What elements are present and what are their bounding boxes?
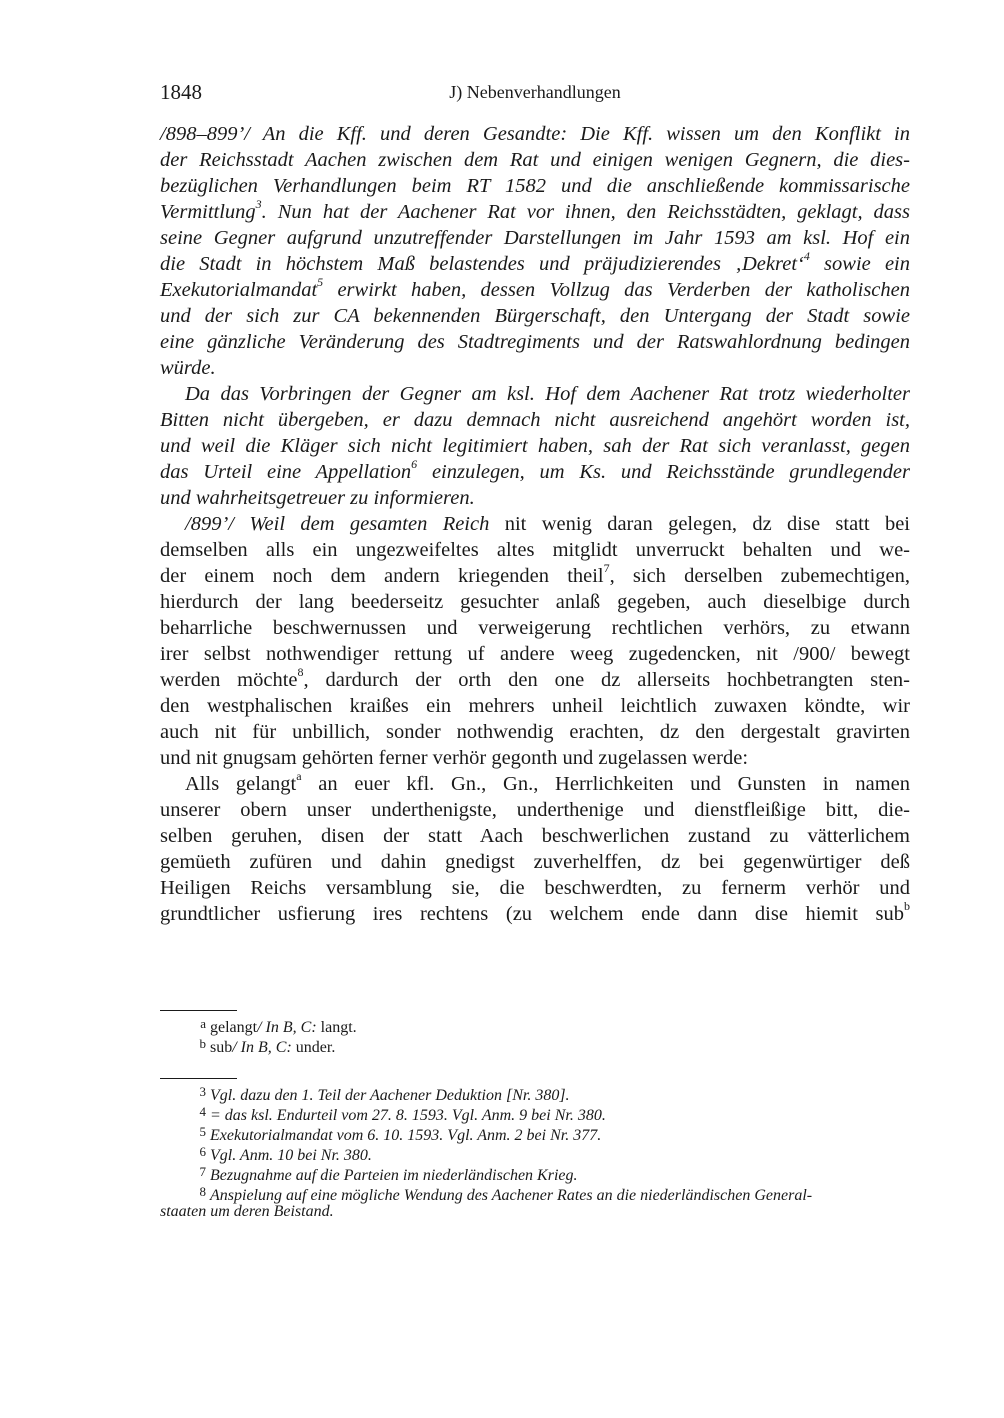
main-text <box>160 121 910 927</box>
footnotes <box>160 1082 910 1222</box>
text-line: und der sich zur CA bekennenden Bürgerschaft, den Untergang der Stadt sowie <box>160 305 910 327</box>
text-line: den westphalischen kraißes ein mehrers unheil leichtlich zuwaxen köndte, wir <box>160 695 910 717</box>
note-mark: 4 <box>199 1104 206 1119</box>
footnote-ref-6[interactable]: 6 <box>411 457 418 472</box>
footnote-8 <box>160 1182 910 1202</box>
text-fragment: die Stadt in höchstem Maß belastendes und präjudizierendes ‚Dekret‘ <box>160 253 804 275</box>
text-fragment: , dardurch der orth den one dz allerseits hochbetrangten sten- <box>303 669 911 691</box>
text-fragment: an euer kfl. Gn., Gn., Herrlichkeiten und Gunsten in namen <box>301 773 911 795</box>
text-fragment: einzulegen, um Ks. und Reichsstände grundlegender <box>417 461 910 483</box>
footnote-3 <box>160 1082 910 1102</box>
text-fragment: Alls gelangt <box>185 773 297 795</box>
text-fragment: Vermittlung <box>160 201 256 223</box>
text-line <box>160 563 910 589</box>
note-text: = das ksl. Endurteil vom 27. 8. 1593. Vgl. Anm. 9 bei Nr. 380. <box>210 1107 606 1124</box>
note-lemma: sub <box>210 1039 233 1056</box>
text-line: und nit gnugsam gehörten ferner verhör gegonth und zugelassen werde: <box>160 747 749 769</box>
text-line: und wahrheitsgetreuer zu informieren. <box>160 487 475 509</box>
regest-summary <box>160 121 910 511</box>
note-reading: langt. <box>316 1019 357 1036</box>
text-fragment: erwirkt haben, dessen Vollzug das Verderben der katholischen <box>323 279 910 301</box>
footnote-ref-3[interactable]: 3 <box>255 197 262 212</box>
note-reading: under. <box>291 1039 336 1056</box>
text-line: Bitten nicht übergeben, er dazu demnach nicht ausreichend angehört worden ist, <box>160 409 910 431</box>
text-fragment: sowie ein <box>809 253 910 275</box>
text-line: und weil die Kläger sich nicht legitimiert haben, sah der Rat sich veranlasst, gegen <box>160 435 910 457</box>
note-mark: 8 <box>199 1184 206 1199</box>
text-line: eine gänzliche Veränderung des Stadtregiments und der Ratswahlordnung bedingen <box>160 331 910 353</box>
apparatus-divider <box>160 1010 237 1011</box>
text-line: /898–899’/ An die Kff. und deren Gesandte: Die Kff. wissen um den Konflikt in <box>160 123 910 145</box>
note-text: Bezugnahme auf die Parteien im niederländischen Krieg. <box>210 1167 578 1184</box>
text-fragment: /899’/ Weil dem gesamten Reich <box>185 513 490 535</box>
note-mark: 5 <box>199 1124 206 1139</box>
footnote-divider <box>160 1078 237 1079</box>
footnote-ref-4[interactable]: 4 <box>803 249 810 264</box>
footnote-6 <box>160 1142 910 1162</box>
text-line: gemüeth zufüren und dahin gnedigst zuverhelffen, dz bei gegenwürtiger deß <box>160 851 910 873</box>
text-line: würde. <box>160 357 216 379</box>
footnote-ref-5[interactable]: 5 <box>317 275 324 290</box>
textual-note-ref-a[interactable]: a <box>296 769 302 784</box>
text-fragment: , sich derselben zubemechtigen, <box>609 565 910 587</box>
footnote-8-continuation: staaten um deren Beistand. <box>160 1203 334 1220</box>
text-line: Heiligen Reichs versamblung sie, die beschwerdten, zu fernerm verhör und <box>160 877 910 899</box>
text-line <box>160 199 910 225</box>
text-fragment: werden möchte <box>160 669 298 691</box>
text-line: Da das Vorbringen der Gegner am ksl. Hof dem Aachener Rat trotz wiederholter <box>185 383 910 405</box>
text-line: hierdurch der lang beederseitz gesuchter anlaß gegeben, auch dieselbige durch <box>160 591 910 613</box>
note-mark: 6 <box>199 1144 206 1159</box>
text-fragment: der einem noch dem andern kriegenden theil <box>160 565 604 587</box>
text-line <box>160 771 910 797</box>
note-text: Vgl. dazu den 1. Teil der Aachener Deduktion [Nr. 380]. <box>210 1087 570 1104</box>
text-line: irer selbst nothwendiger rettung uf andere weeg zugedencken, nit /900/ bewegt <box>160 643 910 665</box>
text-fragment: . Nun hat der Aachener Rat vor ihnen, den Reichsstädten, geklagt, dass <box>261 201 910 223</box>
textual-apparatus <box>160 1014 910 1054</box>
note-text: Vgl. Anm. 10 bei Nr. 380. <box>210 1147 372 1164</box>
note-mark: 3 <box>199 1084 206 1099</box>
text-line: demselben alls ein ungezweifeltes altes mitglidt unverruckt behalten und we- <box>160 539 910 561</box>
footnote-7 <box>160 1162 910 1182</box>
text-line: seine Gegner aufgrund unzutreffender Darstellungen im Jahr 1593 am ksl. Hof ein <box>160 227 910 249</box>
text-line <box>160 511 910 537</box>
note-mark: a <box>200 1016 206 1031</box>
text-line: der Reichsstadt Aachen zwischen dem Rat und einigen wenigen Gegnern, die dies- <box>160 149 910 171</box>
footnote-5 <box>160 1122 910 1142</box>
text-fragment: grundtlicher usfierung ires rechtens (zu welchem ende dann dise hiemit sub <box>160 903 904 925</box>
note-mark: 7 <box>199 1164 206 1179</box>
text-line: beharrliche beschwernussen und verweigerung rechtlichen verhörs, zu etwann <box>160 617 910 639</box>
footnote-ref-7[interactable]: 7 <box>603 561 610 576</box>
text-line: bezüglichen Verhandlungen beim RT 1582 und die anschließende kommissarische <box>160 175 910 197</box>
text-line: unserer obern unser underthenigste, underthenige und dienstfleißige bitt, die- <box>160 799 910 821</box>
source-text <box>160 511 910 927</box>
text-line: auch nit für unbillich, sonder nothwendig erachten, dz den dergestalt gravirten <box>160 721 910 743</box>
text-line <box>160 251 910 277</box>
text-fragment: Exekutorialmandat <box>160 279 318 301</box>
footnote-ref-8[interactable]: 8 <box>297 665 304 680</box>
page-number: 1848 <box>160 80 202 104</box>
note-text: Exekutorialmandat vom 6. 10. 1593. Vgl. Anm. 2 bei Nr. 377. <box>210 1127 602 1144</box>
note-text: Anspielung auf eine mögliche Wendung des Aachener Rates an die niederländischen General- <box>210 1187 813 1204</box>
text-line <box>160 277 910 303</box>
text-line <box>160 667 910 693</box>
textual-note-ref-b[interactable]: b <box>904 899 910 914</box>
textual-note-b <box>160 1034 910 1054</box>
note-lemma: gelangt <box>210 1019 258 1036</box>
note-source: / In B, C: <box>232 1039 292 1056</box>
note-mark: b <box>199 1036 206 1051</box>
textual-note-a <box>160 1014 910 1034</box>
text-line <box>160 459 910 485</box>
note-source: / In B, C: <box>257 1019 317 1036</box>
text-line: selben geruhen, disen der statt Aach beschwerlichen zustand zu vätterlichem <box>160 825 910 847</box>
footnote-4 <box>160 1102 910 1122</box>
text-fragment: das Urteil eine Appellation <box>160 461 412 483</box>
text-line <box>160 901 910 927</box>
page-header <box>160 80 910 108</box>
text-fragment: nit wenig daran gelegen, dz dise statt bei <box>489 513 910 535</box>
running-head: J) Nebenverhandlungen <box>449 82 621 102</box>
